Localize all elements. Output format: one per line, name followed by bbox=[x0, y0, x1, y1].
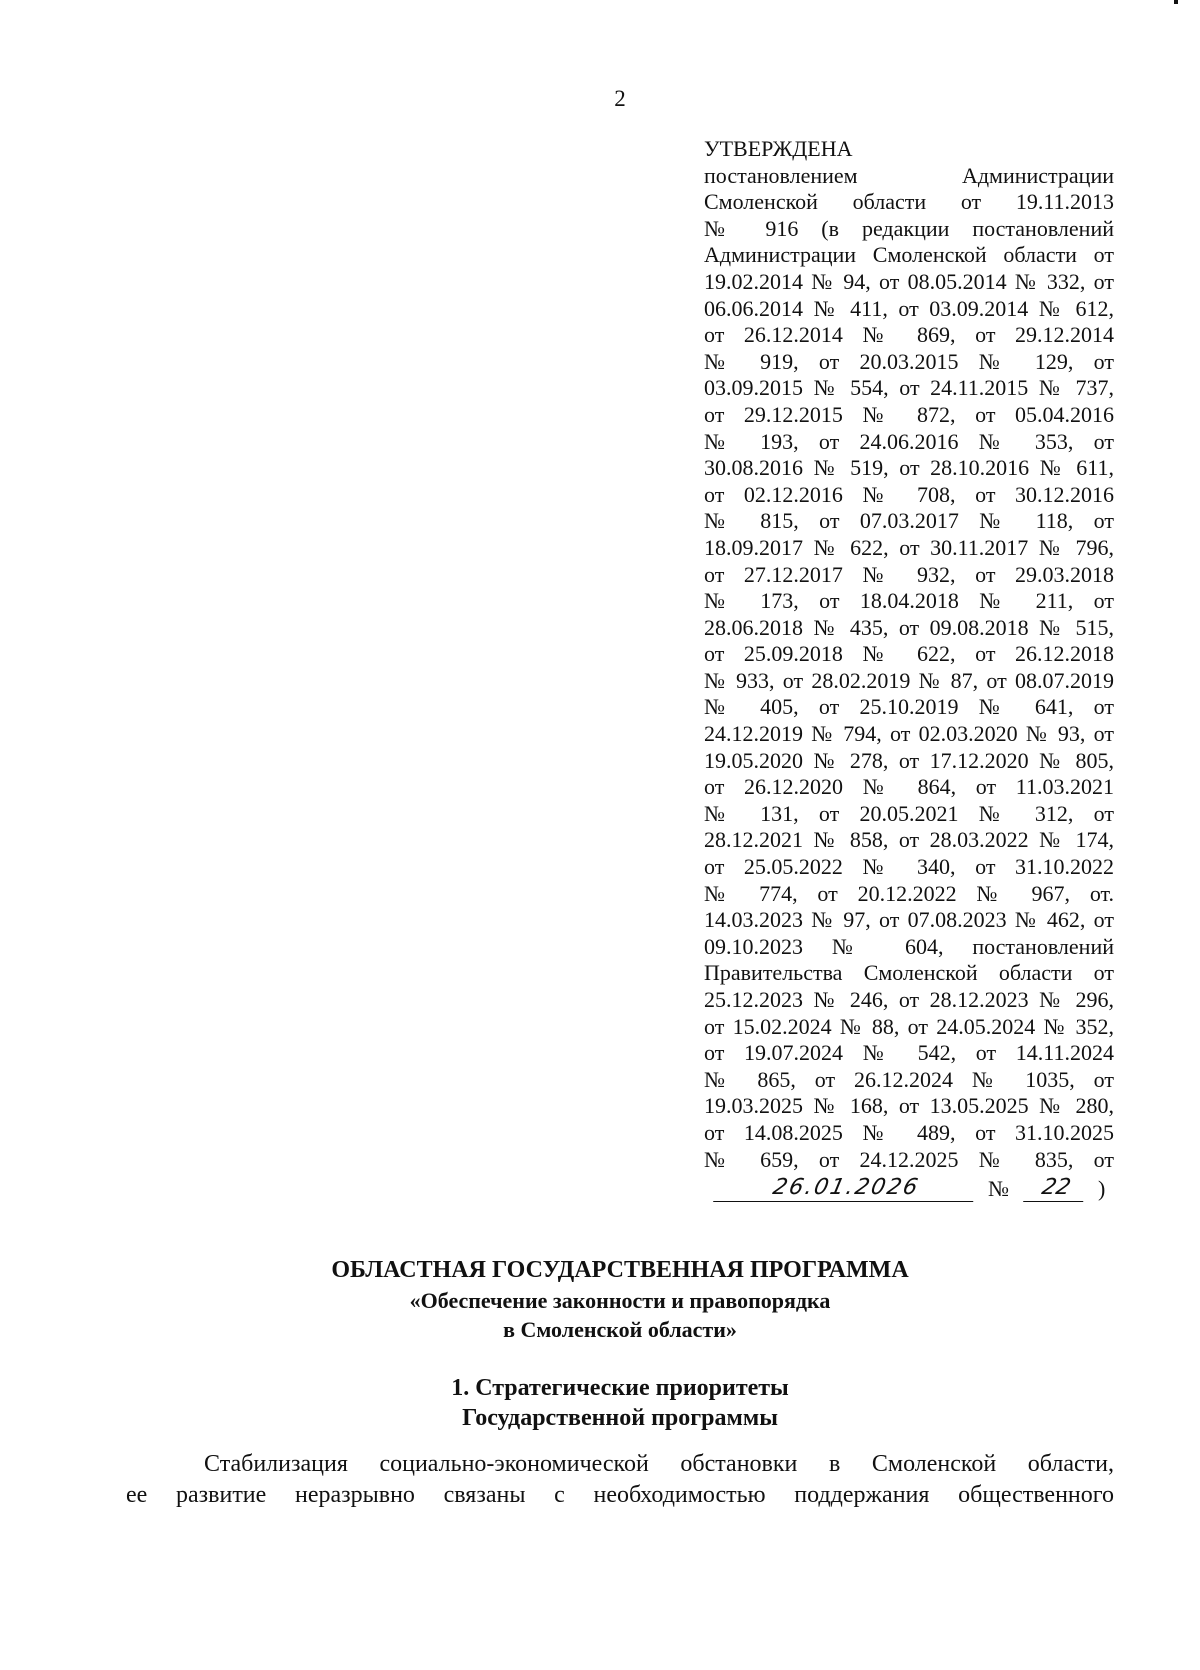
approval-text bbox=[704, 163, 1114, 1174]
approval-line: от 26.12.2014 № 869, от 29.12.2014 bbox=[704, 322, 1114, 348]
approval-line: № 916 (в редакции постановлений bbox=[704, 215, 1114, 241]
approval-heading: УТВЕРЖДЕНА bbox=[704, 136, 853, 161]
approval-line: от 19.07.2024 № 542, от 14.11.2024 bbox=[704, 1040, 1114, 1066]
program-subtitle bbox=[0, 1286, 1200, 1344]
approval-line: 28.12.2021 № 858, от 28.03.2022 № 174, bbox=[704, 827, 1114, 853]
approval-line: 19.02.2014 № 94, от 08.05.2014 № 332, от bbox=[704, 268, 1114, 294]
approval-line: Правительства Смоленской области от bbox=[704, 960, 1114, 986]
approval-line: 25.12.2023 № 246, от 28.12.2023 № 296, bbox=[704, 987, 1114, 1012]
approval-line: 09.10.2023 № 604, постановлений bbox=[704, 933, 1114, 959]
approval-line: 19.03.2025 № 168, от 13.05.2025 № 280, bbox=[704, 1093, 1114, 1119]
approval-line: 24.12.2019 № 794, от 02.03.2020 № 93, от bbox=[704, 721, 1114, 747]
approval-line: 19.05.2020 № 278, от 17.12.2020 № 805, bbox=[704, 747, 1114, 773]
signature-line bbox=[704, 1175, 1114, 1202]
approval-line: от 14.08.2025 № 489, от 31.10.2025 bbox=[704, 1119, 1114, 1145]
approval-line: от 27.12.2017 № 932, от 29.03.2018 bbox=[704, 561, 1114, 587]
program-subtitle-line: в Смоленской области» bbox=[503, 1317, 737, 1342]
section-heading-line: 1. Стратегические приоритеты bbox=[451, 1375, 789, 1401]
approval-line: № 933, от 28.02.2019 № 87, от 08.07.2019 bbox=[704, 667, 1114, 693]
approval-line: № 659, от 24.12.2025 № 835, от bbox=[704, 1146, 1114, 1172]
approval-line: Смоленской области от 19.11.2013 bbox=[704, 189, 1114, 215]
approval-line: № 131, от 20.05.2021 № 312, от bbox=[704, 800, 1114, 826]
body-paragraph bbox=[126, 1449, 1114, 1511]
approval-line: № 405, от 25.10.2019 № 641, от bbox=[704, 694, 1114, 720]
program-title: ОБЛАСТНАЯ ГОСУДАРСТВЕННАЯ ПРОГРАММА bbox=[331, 1257, 909, 1283]
section-heading-line: Государственной программы bbox=[462, 1405, 778, 1431]
body-line: Стабилизация социально-экономической обстановки в Смоленской области, bbox=[204, 1451, 1114, 1477]
approval-line: от 25.09.2018 № 622, от 26.12.2018 bbox=[704, 641, 1114, 667]
approval-line: 03.09.2015 № 554, от 24.11.2015 № 737, bbox=[704, 375, 1114, 401]
approval-line: 28.06.2018 № 435, от 09.08.2018 № 515, bbox=[704, 614, 1114, 640]
approval-line: № 815, от 07.03.2017 № 118, от bbox=[704, 508, 1114, 534]
approval-block bbox=[704, 136, 1114, 1202]
approval-line: постановлением Администрации bbox=[704, 162, 1114, 188]
closing-parenthesis: ) bbox=[1098, 1175, 1106, 1201]
approval-line: Администрации Смоленской области от bbox=[704, 242, 1114, 268]
program-subtitle-line: «Обеспечение законности и правопорядка bbox=[409, 1288, 831, 1313]
handwritten-date: 26.01.2026 bbox=[713, 1175, 979, 1202]
number-label: № bbox=[988, 1175, 1009, 1201]
handwritten-number: 22 bbox=[1023, 1175, 1089, 1202]
approval-line: от 15.02.2024 № 88, от 24.05.2024 № 352, bbox=[704, 1013, 1114, 1039]
approval-line: от 29.12.2015 № 872, от 05.04.2016 bbox=[704, 401, 1114, 427]
approval-line: 06.06.2014 № 411, от 03.09.2014 № 612, bbox=[704, 295, 1114, 321]
approval-line: от 26.12.2020 № 864, от 11.03.2021 bbox=[704, 774, 1114, 800]
approval-line: 14.03.2023 № 97, от 07.08.2023 № 462, от bbox=[704, 907, 1114, 933]
approval-line: 30.08.2016 № 519, от 28.10.2016 № 611, bbox=[704, 455, 1114, 481]
approval-line: 18.09.2017 № 622, от 30.11.2017 № 796, bbox=[704, 534, 1114, 560]
section-heading bbox=[0, 1373, 1200, 1433]
approval-line: № 774, от 20.12.2022 № 967, от. bbox=[704, 880, 1114, 906]
body-line: ее развитие неразрывно связаны с необходимостью поддержания общественного bbox=[126, 1482, 1114, 1508]
approval-line: № 173, от 18.04.2018 № 211, от bbox=[704, 588, 1114, 614]
page-number: 2 bbox=[614, 86, 626, 111]
approval-line: от 02.12.2016 № 708, от 30.12.2016 bbox=[704, 481, 1114, 507]
approval-line: № 193, от 24.06.2016 № 353, от bbox=[704, 428, 1114, 454]
scan-mark bbox=[1174, 0, 1178, 4]
approval-line: № 919, от 20.03.2015 № 129, от bbox=[704, 348, 1114, 374]
approval-line: № 865, от 26.12.2024 № 1035, от bbox=[704, 1066, 1114, 1092]
approval-line: от 25.05.2022 № 340, от 31.10.2022 bbox=[704, 854, 1114, 880]
